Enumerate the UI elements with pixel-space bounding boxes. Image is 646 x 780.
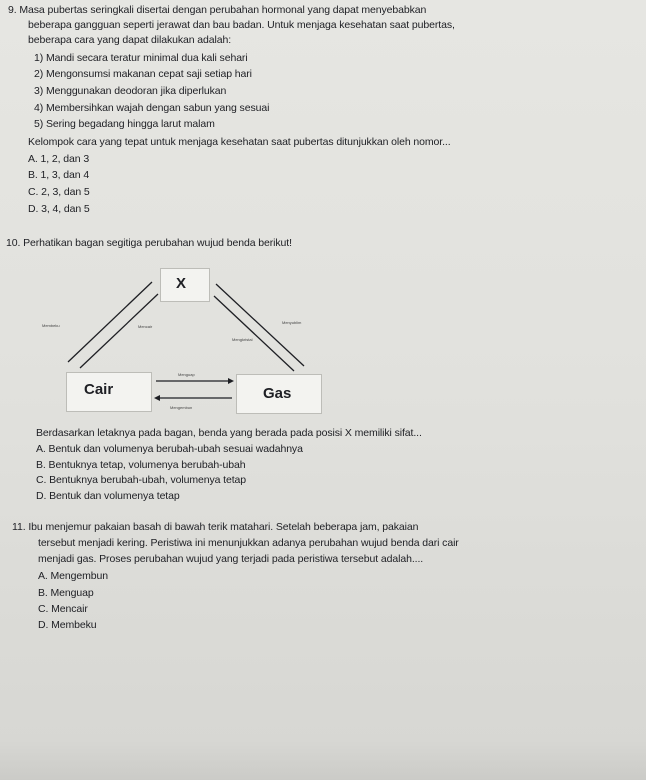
q9-option-c[interactable]: C. 2, 3, dan 5 — [28, 186, 90, 198]
q9-item-5: 5) Sering begadang hingga larut malam — [34, 118, 215, 130]
arrow-solid-to-gas-inner — [214, 296, 294, 371]
q10-option-a[interactable]: A. Bentuk dan volumenya berubah-ubah sesuai wadahnya — [36, 443, 303, 455]
q9-option-a[interactable]: A. 1, 2, dan 3 — [28, 153, 90, 165]
diagram-label-gas: Gas — [263, 385, 292, 402]
q9-item-4: 4) Membersihkan wajah dengan sabun yang sesuai — [34, 102, 270, 114]
q9-item-2: 2) Mengonsumsi makanan cepat saji setiap hari — [34, 68, 252, 80]
q10-option-c[interactable]: C. Bentuknya berubah-ubah, volumenya tetap — [36, 474, 247, 486]
q9-prompt: Kelompok cara yang tepat untuk menjaga kesehatan saat pubertas ditunjukkan oleh nomor... — [28, 136, 451, 148]
label-menyublim: Menyublim — [282, 320, 302, 325]
diagram-label-liquid: Cair — [84, 381, 114, 398]
q11-line3: menjadi gas. Proses perubahan wujud yang terjadi pada peristiwa tersebut adalah.... — [38, 553, 424, 565]
q11-option-c[interactable]: C. Mencair — [38, 603, 88, 615]
q9-option-d[interactable]: D. 3, 4, dan 5 — [28, 203, 90, 215]
arrow-solid-to-liquid-inner — [80, 294, 158, 368]
label-mencair: Mencair — [138, 324, 153, 329]
q10-option-d[interactable]: D. Bentuk dan volumenya tetap — [36, 490, 180, 502]
q11-line2: tersebut menjadi kering. Peristiwa ini menunjukkan adanya perubahan wujud benda dari cair — [38, 537, 459, 549]
arrow-solid-to-liquid-outer — [68, 282, 152, 362]
q9-line2: beberapa gangguan seperti jerawat dan bau badan. Untuk menjaga kesehatan saat pubertas, — [28, 19, 455, 31]
diagram-label-x: X — [176, 275, 187, 292]
q9-line1: 9. Masa pubertas seringkali disertai dengan perubahan hormonal yang dapat menyebabkan — [8, 4, 427, 16]
arrow-solid-to-gas-outer — [216, 284, 304, 366]
arrowhead-condense — [154, 395, 160, 401]
q9-item-3: 3) Menggunakan deodoran jika diperlukan — [34, 85, 227, 97]
arrowhead-evaporate — [228, 378, 234, 384]
q9-option-b[interactable]: B. 1, 3, dan 4 — [28, 169, 90, 181]
label-mengembun: Mengembun — [170, 405, 193, 410]
q11-option-d[interactable]: D. Membeku — [38, 619, 97, 631]
q9-line3: beberapa cara yang dapat dilakukan adalah: — [28, 34, 232, 46]
q9-item-1: 1) Mandi secara teratur minimal dua kali sehari — [34, 52, 248, 64]
q10-option-b[interactable]: B. Bentuknya tetap, volumenya berubah-ubah — [36, 459, 246, 471]
q11-option-a[interactable]: A. Mengembun — [38, 570, 109, 582]
label-menguap: Menguap — [178, 372, 195, 377]
label-membeku: Membeku — [42, 323, 60, 328]
q11-line1: 11. Ibu menjemur pakaian basah di bawah terik matahari. Setelah beberapa jam, pakaian — [12, 521, 419, 533]
q10-title: 10. Perhatikan bagan segitiga perubahan wujud benda berikut! — [6, 237, 292, 249]
q11-option-b[interactable]: B. Menguap — [38, 587, 94, 599]
q10-prompt: Berdasarkan letaknya pada bagan, benda yang berada pada posisi X memiliki sifat... — [36, 427, 422, 439]
page-bottom-shadow — [0, 740, 646, 780]
label-mengkristal: Mengkristal — [232, 337, 253, 342]
